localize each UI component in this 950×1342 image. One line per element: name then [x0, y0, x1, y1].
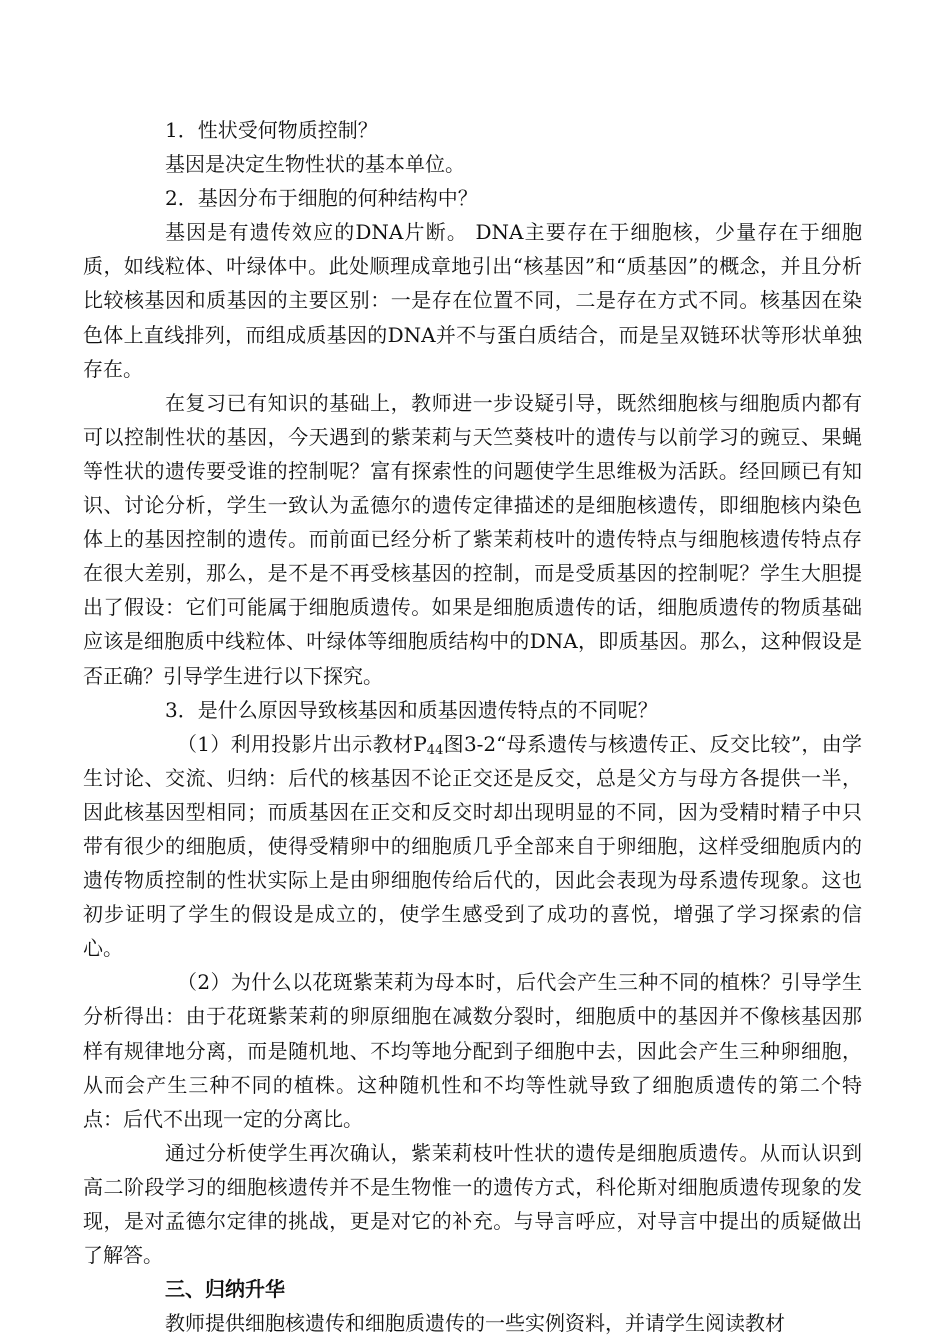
point-1-text-start: （1）利用投影片出示教材P [177, 731, 427, 756]
conclusion-paragraph: 通过分析使学生再次确认，紫茉莉枝叶性状的遗传是细胞质遗传。从而认识到高二阶段学习的细胞核遗传并不是生物惟一的遗传方式，科伦斯对细胞质遗传现象的发现，是对孟德尔定律的挑战，更是对它的补充。与导言呼应，对导言中提出的质疑做出了解答。 [83, 1140, 862, 1268]
point-2-paragraph: （2）为什么以花斑紫茉莉为母本时，后代会产生三种不同的植株？引导学生分析得出：由于花斑紫茉莉的卵原细胞在减数分裂时，细胞质中的基因并不像核基因那样有规律地分离，而是随机地、不均等地分配到子细胞中去，因此会产生三种卵细胞，从而会产生三种不同的植株。这种随机性和不均等性就导致了细胞质遗传的第二个特点：后代不出现一定的分离比。 [83, 970, 862, 1131]
point-1-paragraph [83, 727, 862, 966]
question-3: 3．是什么原因导致核基因和质基因遗传特点的不同呢？ [165, 697, 658, 722]
answer-2-paragraph: 基因是有遗传效应的DNA片断。 DNA主要存在于细胞核，少量存在于细胞质，如线粒体、叶绿体中。此处顺理成章地引出“核基因”和“质基因”的概念，并且分析比较核基因和质基因的主要区别：一是存在位置不同，二是存在方式不同。核基因在染色体上直线排列，而组成质基因的DNA并不与蛋白质结合，而是呈双链环状等形状单独存在。 [83, 220, 862, 381]
section-heading: 三、归纳升华 [165, 1277, 285, 1302]
review-discussion-paragraph: 在复习已有知识的基础上，教师进一步设疑引导，既然细胞核与细胞质内都有可以控制性状的基因，今天遇到的紫茉莉与天竺葵枝叶的遗传与以前学习的豌豆、果蝇等性状的遗传要受谁的控制呢？富有探索性的问题使学生思维极为活跃。经回顾已有知识、讨论分析，学生一致认为孟德尔的遗传定律描述的是细胞核遗传，即细胞核内染色体上的基因控制的遗传。而前面已经分析了紫茉莉枝叶的遗传特点与细胞核遗传特点存在很大差别，那么，是不是不再受核基因的控制，而是受质基因的控制呢？学生大胆提出了假设：它们可能属于细胞质遗传。如果是细胞质遗传的话，细胞质遗传的物质基础应该是细胞质中线粒体、叶绿体等细胞质结构中的DNA，即质基因。那么，这种假设是否正确？引导学生进行以下探究。 [83, 390, 862, 688]
question-1: 1．性状受何物质控制？ [165, 118, 378, 142]
final-paragraph: 教师提供细胞核遗传和细胞质遗传的一些实例资料，并请学生阅读教材 [165, 1311, 785, 1336]
point-1-text-rest: 图3-2“母系遗传与核遗传正、反交比较”，由学生讨论、交流、归纳：后代的核基因不论正交还是反交，总是父方与母方各提供一半，因此核基因型相同；而质基因在正交和反交时却出现明显的不同，因为受精时精子中只带有很少的细胞质，使得受精卵中的细胞质几乎全部来自于卵细胞，这样受细胞质内的遗传物质控制的性状实际上是由卵细胞传给后代的，因此会表现为母系遗传现象。这也初步证明了学生的假设是成立的，使学生感受到了成功的喜悦，增强了学习探索的信心。 [83, 731, 863, 961]
answer-1: 基因是决定生物性状的基本单位。 [165, 152, 465, 177]
page-subscript: 44 [426, 742, 444, 758]
question-2: 2．基因分布于细胞的何种结构中？ [165, 186, 478, 211]
